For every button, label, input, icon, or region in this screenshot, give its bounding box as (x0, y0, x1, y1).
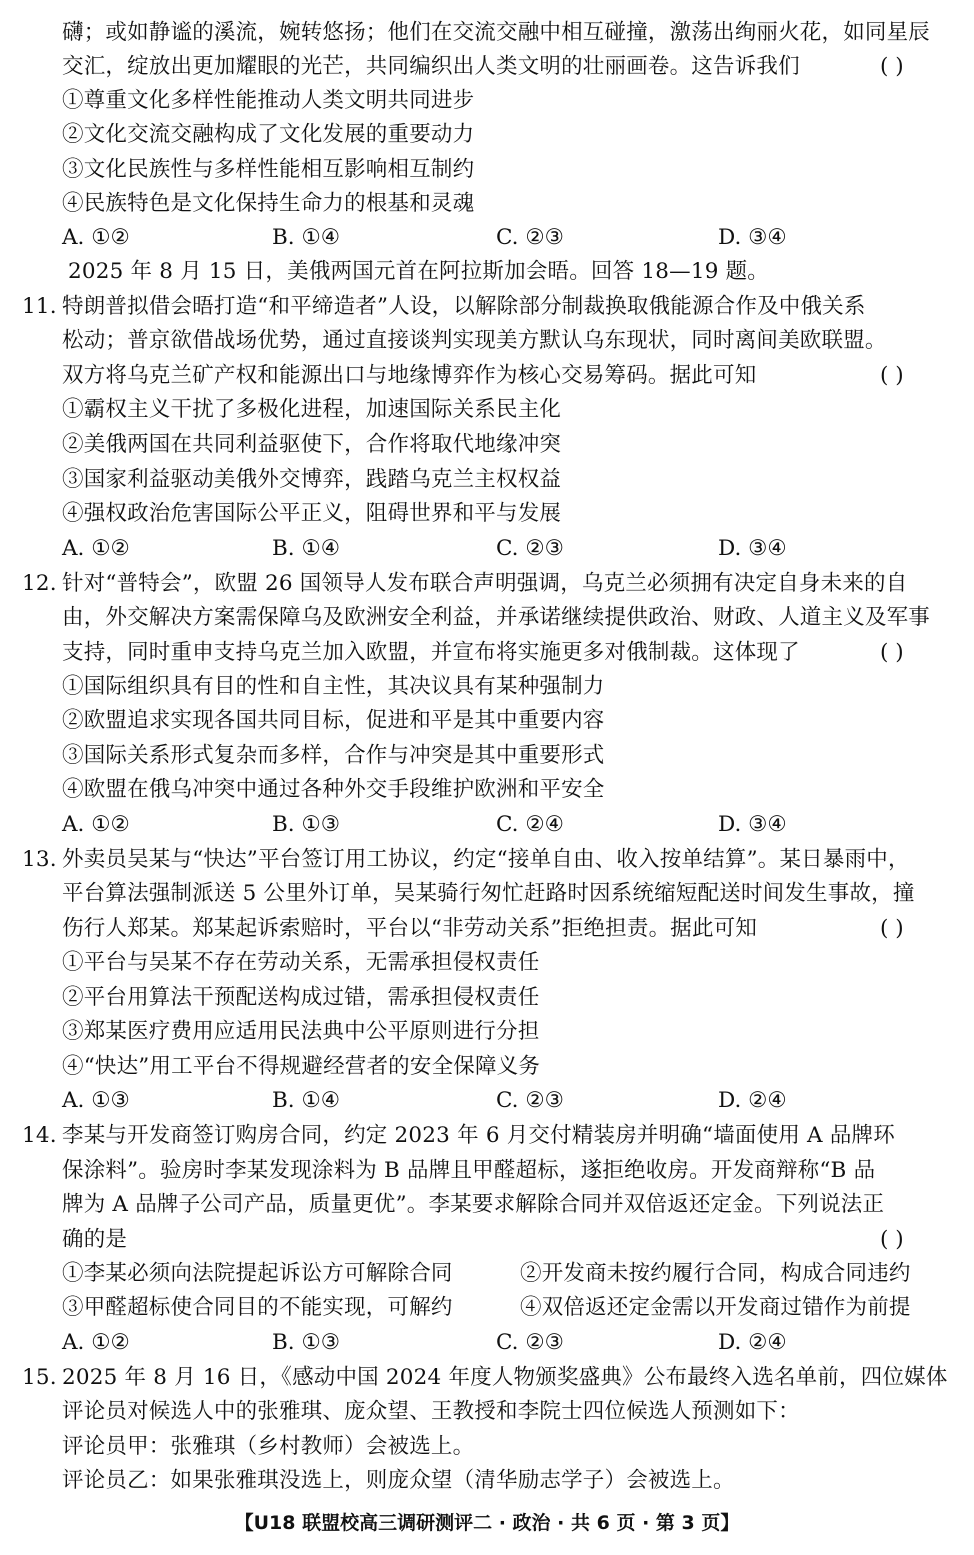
option-d: D. ②④ (718, 1088, 787, 1113)
q12-item-2: ②欧盟追求实现各国共同目标，促进和平是其中重要内容 (62, 708, 605, 733)
option-c: C. ②③ (496, 1088, 564, 1113)
question-number: 14. (22, 1123, 57, 1148)
option-d: D. ③④ (718, 536, 787, 561)
q12-line-3: 支持，同时重申支持乌克兰加入欧盟，并宣布将实施更多对俄制裁。这体现了 (62, 640, 800, 665)
question-number: 11. (22, 294, 57, 319)
option-b: B. ①④ (272, 536, 341, 561)
q14-line-3: 牌为 A 品牌子公司产品，质量更优”。李某要求解除合同并双倍返还定金。下列说法正 (62, 1192, 885, 1217)
q13-line-3: 伤行人郑某。郑某起诉索赔时，平台以“非劳动关系”拒绝担责。据此可知 (62, 916, 758, 941)
q11-line-2: 松动；普京欲借战场优势，通过直接谈判实现美方默认乌东现状，同时离间美欧联盟。 (62, 328, 887, 353)
answer-paren: ( ) (880, 54, 904, 79)
context-line: 2025 年 8 月 15 日，美俄两国元首在阿拉斯加会晤。回答 18—19 题。 (68, 259, 770, 284)
option-b: B. ①③ (272, 812, 341, 837)
q14-item-3: ③甲醛超标使合同目的不能实现，可解约 (62, 1295, 453, 1320)
answer-paren: ( ) (880, 363, 904, 388)
intro-item-4: ④民族特色是文化保持生命力的根基和灵魂 (62, 191, 475, 216)
option-a: A. ①② (62, 1330, 130, 1355)
q14-line-4: 确的是 (62, 1227, 128, 1252)
question-number: 12. (22, 571, 57, 596)
option-a: A. ①② (62, 812, 130, 837)
option-a: A. ①② (62, 225, 130, 250)
q13-line-1: 外卖员吴某与“快达”平台签订用工协议，约定“接单自由、收入按单结算”。某日暴雨中， (62, 847, 910, 872)
answer-paren: ( ) (880, 640, 904, 665)
q11-item-3: ③国家利益驱动美俄外交博弈，践踏乌克兰主权权益 (62, 467, 562, 492)
option-a: A. ①② (62, 536, 130, 561)
q12-line-2: 由，外交解决方案需保障乌及欧洲安全利益，并承诺继续提供政治、财政、人道主义及军事 (62, 605, 931, 630)
intro-line-2: 交汇，绽放出更加耀眼的光芒，共同编织出人类文明的壮丽画卷。这告诉我们 (62, 54, 800, 79)
intro-item-2: ②文化交流交融构成了文化发展的重要动力 (62, 122, 475, 147)
q12-line-1: 针对“普特会”，欧盟 26 国领导人发布联合声明强调，乌克兰必须拥有决定自身未来的自 (62, 571, 908, 596)
q12-item-3: ③国际关系形式复杂而多样，合作与冲突是其中重要形式 (62, 743, 605, 768)
option-a: A. ①③ (62, 1088, 130, 1113)
q11-item-1: ①霸权主义干扰了多极化进程，加速国际关系民主化 (62, 397, 562, 422)
question-number: 15. (22, 1365, 57, 1390)
q11-line-1: 特朗普拟借会晤打造“和平缔造者”人设，以解除部分制裁换取俄能源合作及中俄关系 (62, 294, 866, 319)
q11-line-3: 双方将乌克兰矿产权和能源出口与地缘博弈作为核心交易筹码。据此可知 (62, 363, 757, 388)
option-d: D. ②④ (718, 1330, 787, 1355)
q13-item-2: ②平台用算法干预配送构成过错，需承担侵权责任 (62, 985, 540, 1010)
option-b: B. ①④ (272, 1088, 341, 1113)
intro-item-1: ①尊重文化多样性能推动人类文明共同进步 (62, 88, 475, 113)
q15-line-2: 评论员对候选人中的张雅琪、庞众望、王教授和李院士四位候选人预测如下： (62, 1399, 800, 1424)
q13-item-4: ④“快达”用工平台不得规避经营者的安全保障义务 (62, 1054, 541, 1079)
answer-paren: ( ) (880, 916, 904, 941)
page-footer: 【U18 联盟校高三调研测评二 · 政治 · 共 6 页 · 第 3 页】 (234, 1512, 740, 1534)
q14-line-2: 保涂料”。验房时李某发现涂料为 B 品牌且甲醛超标，遂拒绝收房。开发商辩称“B 品 (62, 1158, 876, 1183)
answer-paren: ( ) (880, 1227, 904, 1252)
q13-line-2: 平台算法强制派送 5 公里外订单，吴某骑行匆忙赶路时因系统缩短配送时间发生事故，撞 (62, 881, 915, 906)
q14-item-1: ①李某必须向法院提起诉讼方可解除合同 (62, 1261, 453, 1286)
q12-item-4: ④欧盟在俄乌冲突中通过各种外交手段维护欧洲和平安全 (62, 777, 605, 802)
option-c: C. ②③ (496, 225, 564, 250)
question-number: 13. (22, 847, 57, 872)
intro-line-1: 礴；或如静谧的溪流，婉转悠扬；他们在交流交融中相互碰撞，激荡出绚丽火花，如同星辰 (62, 20, 931, 45)
q11-item-4: ④强权政治危害国际公平正义，阻碍世界和平与发展 (62, 501, 562, 526)
q13-item-1: ①平台与吴某不存在劳动关系，无需承担侵权责任 (62, 950, 540, 975)
option-d: D. ③④ (718, 812, 787, 837)
intro-item-3: ③文化民族性与多样性能相互影响相互制约 (62, 157, 475, 182)
option-c: C. ②③ (496, 1330, 564, 1355)
option-d: D. ③④ (718, 225, 787, 250)
q14-line-1: 李某与开发商签订购房合同，约定 2023 年 6 月交付精装房并明确“墙面使用 A 品牌环 (62, 1123, 895, 1148)
option-c: C. ②④ (496, 812, 564, 837)
q14-item-2: ②开发商未按约履行合同，构成合同违约 (520, 1261, 911, 1286)
option-c: C. ②③ (496, 536, 564, 561)
q14-item-4: ④双倍返还定金需以开发商过错作为前提 (520, 1295, 911, 1320)
option-b: B. ①④ (272, 225, 341, 250)
option-b: B. ①③ (272, 1330, 341, 1355)
q15-item-2: 评论员乙：如果张雅琪没选上，则庞众望（清华励志学子）会被选上。 (62, 1468, 735, 1493)
q12-item-1: ①国际组织具有目的性和自主性，其决议具有某种强制力 (62, 674, 605, 699)
q11-item-2: ②美俄两国在共同利益驱使下，合作将取代地缘冲突 (62, 432, 562, 457)
q15-item-1: 评论员甲：张雅琪（乡村教师）会被选上。 (62, 1434, 475, 1459)
q13-item-3: ③郑某医疗费用应适用民法典中公平原则进行分担 (62, 1019, 540, 1044)
q15-line-1: 2025 年 8 月 16 日，《感动中国 2024 年度人物颁奖盛典》公布最终入选名单前，四位媒体 (62, 1365, 948, 1390)
